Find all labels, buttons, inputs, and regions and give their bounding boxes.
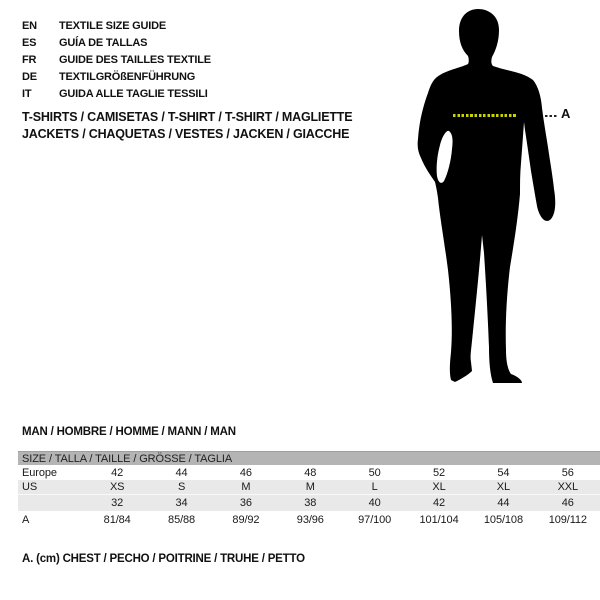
measure-label-a: A <box>561 106 571 121</box>
language-title: TEXTILE SIZE GUIDE <box>59 19 167 32</box>
size-cell: 93/96 <box>296 513 324 526</box>
size-cell: 42 <box>433 497 446 509</box>
language-code: FR <box>22 53 37 66</box>
language-list <box>22 17 211 102</box>
size-cell: M <box>241 481 251 493</box>
language-title: GUÍA DE TALLAS <box>59 36 148 49</box>
table-row-us <box>18 480 600 495</box>
size-cell: 89/92 <box>232 513 260 526</box>
size-cell: 56 <box>561 466 574 479</box>
size-cell: XL <box>496 481 511 493</box>
language-row-fr <box>22 51 211 68</box>
language-code: ES <box>22 36 37 49</box>
language-code: EN <box>22 19 37 32</box>
size-cell: 52 <box>433 466 446 479</box>
table-row-chest-a <box>18 511 600 528</box>
size-cell: 44 <box>175 466 188 479</box>
row-label: Europe <box>22 466 57 479</box>
size-cell: 44 <box>497 497 510 509</box>
section-title: MAN / HOMBRE / HOMME / MANN / MAN <box>22 426 236 438</box>
size-cell: XL <box>432 481 446 493</box>
category-headings <box>22 109 352 143</box>
size-cell: 42 <box>111 466 124 479</box>
measure-callout-line <box>545 115 558 117</box>
language-title: GUIDA ALLE TAGLIE TESSILI <box>59 87 208 100</box>
language-code: DE <box>22 70 37 83</box>
size-cell: 34 <box>175 497 188 509</box>
chest-measure-line <box>453 114 517 117</box>
size-cell: M <box>305 481 315 493</box>
language-row-it <box>22 85 211 102</box>
man-silhouette-figure <box>390 0 600 400</box>
language-row-es <box>22 34 211 51</box>
size-table <box>18 451 600 528</box>
category-line-jackets: JACKETS / CHAQUETAS / VESTES / JACKEN / GIACCHE <box>22 127 350 141</box>
size-cell: 36 <box>239 497 252 509</box>
size-cell: 50 <box>368 466 381 479</box>
size-cell: 81/84 <box>103 513 131 526</box>
size-cell: 101/104 <box>419 513 459 526</box>
size-cell: L <box>371 481 378 493</box>
size-cell: XS <box>109 481 125 493</box>
language-row-de <box>22 68 211 85</box>
size-cell: 105/108 <box>483 513 523 526</box>
size-cell: XXL <box>557 481 579 493</box>
table-row-numeric <box>18 495 600 511</box>
size-cell: 97/100 <box>358 513 392 526</box>
size-cell: 48 <box>304 466 317 479</box>
size-cell: 109/112 <box>548 513 587 526</box>
language-row-en <box>22 17 211 34</box>
table-row-europe <box>18 465 600 480</box>
language-code: IT <box>22 87 32 100</box>
size-cell: 54 <box>497 466 510 479</box>
size-cell: S <box>177 481 186 493</box>
size-cell: 46 <box>239 466 252 479</box>
category-line-tshirts: T-SHIRTS / CAMISETAS / T-SHIRT / T-SHIRT / MAGLIETTE <box>22 110 353 124</box>
row-label: US <box>22 481 38 493</box>
size-cell: 40 <box>368 497 381 509</box>
size-cell: 38 <box>304 497 317 509</box>
measure-footnote: A. (cm) CHEST / PECHO / POITRINE / TRUHE / PETTO <box>22 553 305 565</box>
size-table-header: SIZE / TALLA / TAILLE / GRÖSSE / TAGLIA <box>18 451 600 465</box>
language-title: GUIDE DES TAILLES TEXTILE <box>59 53 211 66</box>
size-cell: 85/88 <box>168 513 196 526</box>
man-silhouette <box>390 0 600 400</box>
size-cell: 46 <box>561 497 574 509</box>
row-label: A <box>22 513 30 526</box>
size-cell: 32 <box>111 497 124 509</box>
language-title: TEXTILGRÖßENFÜHRUNG <box>59 70 196 83</box>
